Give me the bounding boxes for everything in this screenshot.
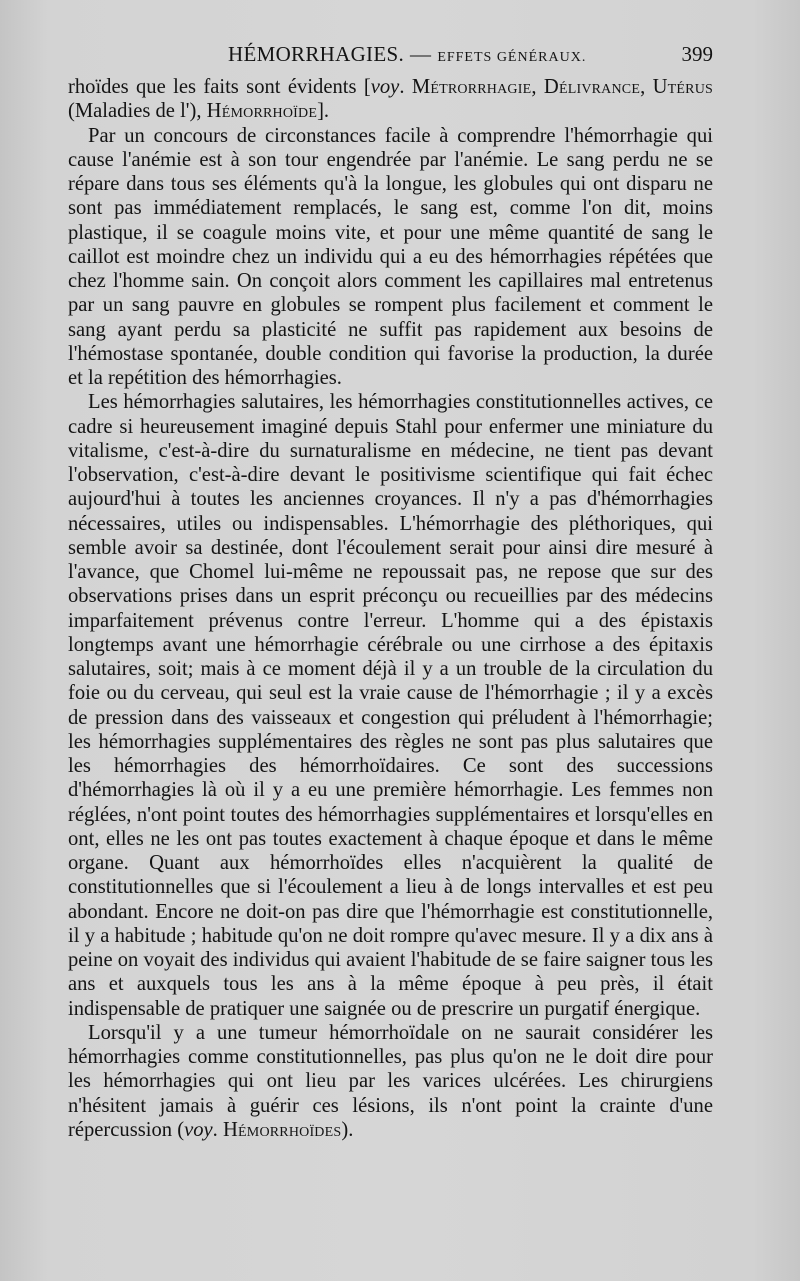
voy-reference-2: voy: [184, 1118, 213, 1141]
running-header: [68, 42, 713, 72]
p1-end: ].: [317, 100, 330, 123]
cross-reference-uterus: Utérus: [652, 76, 714, 98]
paragraph-continued: [68, 75, 713, 124]
p1-mid: (Maladies de l'),: [68, 100, 207, 123]
paragraph-hemorrhagies-salutaires: Les hémorrhagies salutaires, les hémorrhagies constitutionnelles actives, ce cadre si heureusement imaginé depuis Stahl pour enfermer une miniature du vitalisme, c'est-à-dire du surnaturalisme en médecine, ne tient pas devant l'observation, c'est-à-dire devant le positivisme scientifique qui fait échec aujourd'hui à toutes les anciennes croyances. Il n'y a pas d'hémorrhagies nécessaires, utiles ou indispensables. L'hémorrhagie des pléthoriques, qui semble avoir sa destinée, dont l'écoulement serait pour ainsi dire mesuré à l'avance, que Chomel lui-même ne repoussait pas, ne repose que sur des observations prises dans un esprit préconçu ou recueillies par des médecins imparfaitement prévenus contre l'erreur. L'homme qui a des épistaxis longtemps avant une hémorrhagie cérébrale ou une cirrhose a des épitaxis salutaires, soit; mais à ce moment déjà il y a un trouble de la circulation du foie ou du cerveau, qui seul est la vraie cause de l'hémorrhagie ; il y a excès de pression dans des vaisseaux et congestion qui préludent à l'hémorrhagie; les hémorrhagies supplémentaires des règles ne sont pas plus salutaires que les hémorrhagies des hémorrhoïdaires. Ce sont des successions d'hémorrhagies là où il y a eu une première hémorrhagie. Les femmes non réglées, n'ont point toutes des hémorrhagies supplémentaires et lorsqu'elles en ont, elles ne les ont pas toutes exactement à chaque époque et dans le même organe. Quant aux hémorrhoïdes elles n'acquièrent la qualité de constitutionnelles que si l'écoulement a lieu à de longs intervalles et est peu abondant. Encore ne doit-on pas dire que l'hémorrhagie est constitutionnelle, il y a habitude ; habitude qu'on ne doit rompre qu'avec mesure. Il y a dix ans à peine on voyait des individus qui avaient l'habitude de se faire saigner tous les ans et auxquels tous les ans à la même époque à peu près, il était indispensable de pratiquer une saignée ou de prescrire un purgatif énergique.: [68, 391, 713, 1020]
cross-reference-hemorrhoide: Hémorrhoïde: [206, 100, 318, 123]
p1-dot: .: [399, 76, 412, 98]
paragraph-anemie: Par un concours de circonstances facile à comprendre l'hémorrhagie qui cause l'anémie est à son tour engendrée par l'anémie. Le sang perdu ne se répare dans tous ses éléments qu'à la longue, les globules qui ont disparu ne sont pas immédiatement remplacés, le sang est, comme l'on dit, moins plastique, il se coagule moins vite, et pour une même quantité de sang le caillot est moindre chez un individu qui a eu des hémorrhagies répétées que chez l'homme sain. On conçoit alors comment les capillaires mal entretenus par un sang pauvre en globules se rompent plus facilement et comment le sang ayant perdu sa plasticité ne suffit pas rapidement aux besoins de l'hémostase spontanée, double condition qui favorise la production, la durée et la repétition des hémorrhagies.: [68, 124, 713, 389]
running-title: [228, 42, 586, 67]
p1-sep2: ,: [640, 76, 653, 98]
p1-sep1: ,: [531, 76, 544, 98]
page-number: 399: [681, 42, 713, 66]
voy-reference: voy: [370, 76, 400, 98]
cross-reference-delivrance: Délivrance: [543, 76, 641, 98]
cross-reference-metrorrhagie: Métrorrhagie: [411, 76, 532, 98]
cross-reference-hemorrhoides: Hémorrhoïdes: [222, 1118, 342, 1141]
paragraph-tumeur-hemorrhoidale: [68, 1021, 713, 1142]
p4-text: Lorsqu'il y a une tumeur hémorrhoïdale on ne saurait considérer les hémorrhagies comme constitutionnelles, pas plus qu'on ne le doit dire pour les hémorrhagies qui ont lieu par les varices ulcérées. Les chirurgiens n'hésitent jamais à guérir ces lésions, ils n'ont point la crainte d'une répercussion (: [68, 1021, 713, 1141]
body-text: [68, 75, 713, 1142]
header-subtitle: EFFETS GÉNÉRAUX.: [437, 50, 587, 65]
header-dash: —: [410, 42, 432, 66]
p4-dot: .: [212, 1118, 223, 1141]
header-title: HÉMORRHAGIES.: [228, 42, 404, 66]
p1-text: rhoïdes que les faits sont évidents [: [68, 76, 371, 98]
p4-end: ).: [341, 1118, 354, 1141]
